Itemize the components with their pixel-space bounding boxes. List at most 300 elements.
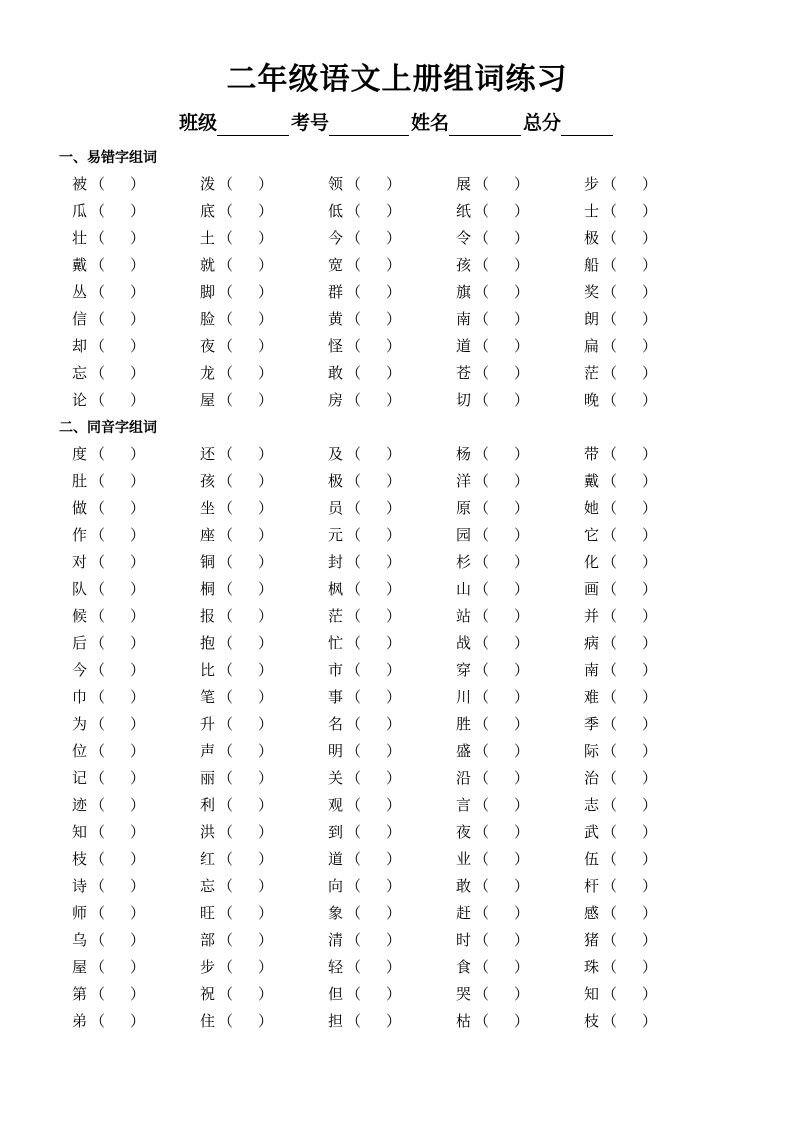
- answer-blank[interactable]: [602, 390, 656, 410]
- answer-blank[interactable]: [602, 876, 656, 896]
- answer-blank[interactable]: [90, 795, 144, 815]
- answer-blank[interactable]: [90, 282, 144, 302]
- answer-blank[interactable]: [346, 687, 400, 707]
- answer-blank[interactable]: [474, 552, 528, 572]
- word-row: [0, 606, 794, 626]
- word-character: 弟: [72, 1012, 88, 1030]
- right-paren: ）: [258, 796, 274, 814]
- right-paren: ）: [514, 958, 530, 976]
- word-character: 赶: [456, 904, 472, 922]
- right-paren: ）: [386, 877, 402, 895]
- answer-blank[interactable]: [602, 741, 656, 761]
- word-character: 向: [328, 877, 344, 895]
- answer-blank[interactable]: [90, 255, 144, 275]
- left-paren: （: [218, 931, 234, 949]
- answer-blank[interactable]: [602, 633, 656, 653]
- left-paren: （: [602, 364, 618, 382]
- left-paren: （: [346, 229, 362, 247]
- word-character: 铜: [200, 553, 216, 571]
- word-item: [584, 957, 656, 977]
- answer-blank[interactable]: [218, 741, 272, 761]
- word-item: [456, 390, 528, 410]
- answer-blank[interactable]: [602, 228, 656, 248]
- name-label: 姓名: [411, 112, 450, 134]
- word-item: [456, 984, 528, 1004]
- answer-blank[interactable]: [602, 174, 656, 194]
- answer-blank[interactable]: [90, 822, 144, 842]
- word-item: [200, 552, 272, 572]
- answer-blank[interactable]: [474, 336, 528, 356]
- answer-blank[interactable]: [474, 1011, 528, 1031]
- score-blank[interactable]: [561, 115, 613, 136]
- answer-blank[interactable]: [602, 579, 656, 599]
- word-item: [72, 687, 144, 707]
- right-paren: ）: [386, 661, 402, 679]
- answer-blank[interactable]: [602, 849, 656, 869]
- answer-blank[interactable]: [474, 471, 528, 491]
- answer-blank[interactable]: [346, 957, 400, 977]
- answer-blank[interactable]: [218, 903, 272, 923]
- answer-blank[interactable]: [346, 471, 400, 491]
- word-item: [72, 930, 144, 950]
- answer-blank[interactable]: [218, 201, 272, 221]
- word-character: 后: [72, 634, 88, 652]
- right-paren: ）: [258, 634, 274, 652]
- word-character: 低: [328, 202, 344, 220]
- word-item: [456, 552, 528, 572]
- answer-blank[interactable]: [218, 525, 272, 545]
- left-paren: （: [90, 499, 106, 517]
- answer-blank[interactable]: [346, 660, 400, 680]
- right-paren: ）: [386, 931, 402, 949]
- word-item: [584, 282, 656, 302]
- word-character: 她: [584, 499, 600, 517]
- answer-blank[interactable]: [90, 498, 144, 518]
- answer-blank[interactable]: [474, 795, 528, 815]
- answer-blank[interactable]: [218, 255, 272, 275]
- left-paren: （: [602, 310, 618, 328]
- answer-blank[interactable]: [218, 714, 272, 734]
- word-item: [456, 498, 528, 518]
- answer-blank[interactable]: [218, 390, 272, 410]
- answer-blank[interactable]: [474, 201, 528, 221]
- word-item: [584, 201, 656, 221]
- answer-blank[interactable]: [346, 579, 400, 599]
- answer-blank[interactable]: [218, 228, 272, 248]
- word-item: [72, 363, 144, 383]
- right-paren: ）: [258, 175, 274, 193]
- word-item: [328, 1011, 400, 1031]
- answer-blank[interactable]: [474, 822, 528, 842]
- answer-blank[interactable]: [346, 336, 400, 356]
- answer-blank[interactable]: [474, 390, 528, 410]
- answer-blank[interactable]: [602, 714, 656, 734]
- right-paren: ）: [258, 472, 274, 490]
- right-paren: ）: [130, 904, 146, 922]
- answer-blank[interactable]: [346, 255, 400, 275]
- word-item: [200, 498, 272, 518]
- word-item: [328, 849, 400, 869]
- answer-blank[interactable]: [346, 282, 400, 302]
- answer-blank[interactable]: [218, 309, 272, 329]
- right-paren: ）: [386, 1012, 402, 1030]
- answer-blank[interactable]: [602, 309, 656, 329]
- left-paren: （: [218, 553, 234, 571]
- answer-blank[interactable]: [218, 768, 272, 788]
- word-character: 并: [584, 607, 600, 625]
- answer-blank[interactable]: [90, 741, 144, 761]
- answer-blank[interactable]: [346, 309, 400, 329]
- word-character: 底: [200, 202, 216, 220]
- word-item: [200, 714, 272, 734]
- right-paren: ）: [258, 877, 274, 895]
- answer-blank[interactable]: [90, 984, 144, 1004]
- word-row: [0, 633, 794, 653]
- word-item: [72, 282, 144, 302]
- section1-title: 一、易错字组词: [59, 150, 157, 166]
- left-paren: （: [90, 877, 106, 895]
- answer-blank[interactable]: [90, 687, 144, 707]
- answer-blank[interactable]: [474, 363, 528, 383]
- answer-blank[interactable]: [474, 957, 528, 977]
- word-item: [584, 660, 656, 680]
- left-paren: （: [90, 904, 106, 922]
- answer-blank[interactable]: [474, 525, 528, 545]
- answer-blank[interactable]: [346, 876, 400, 896]
- word-item: [456, 903, 528, 923]
- answer-blank[interactable]: [218, 498, 272, 518]
- word-character: 川: [456, 688, 472, 706]
- answer-blank[interactable]: [474, 606, 528, 626]
- word-row: [0, 1011, 794, 1031]
- name-blank[interactable]: [449, 115, 521, 136]
- answer-blank[interactable]: [602, 525, 656, 545]
- right-paren: ）: [258, 904, 274, 922]
- left-paren: （: [218, 958, 234, 976]
- word-character: 业: [456, 850, 472, 868]
- answer-blank[interactable]: [90, 201, 144, 221]
- word-character: 龙: [200, 364, 216, 382]
- left-paren: （: [602, 499, 618, 517]
- answer-blank[interactable]: [218, 606, 272, 626]
- answer-blank[interactable]: [602, 660, 656, 680]
- answer-blank[interactable]: [602, 1011, 656, 1031]
- answer-blank[interactable]: [602, 687, 656, 707]
- word-character: 元: [328, 526, 344, 544]
- right-paren: ）: [514, 985, 530, 1003]
- word-character: 报: [200, 607, 216, 625]
- answer-blank[interactable]: [90, 363, 144, 383]
- answer-blank[interactable]: [474, 255, 528, 275]
- left-paren: （: [218, 796, 234, 814]
- word-character: 脸: [200, 310, 216, 328]
- word-character: 化: [584, 553, 600, 571]
- answer-blank[interactable]: [474, 768, 528, 788]
- answer-blank[interactable]: [346, 930, 400, 950]
- word-item: [456, 1011, 528, 1031]
- word-item: [328, 768, 400, 788]
- answer-blank[interactable]: [346, 984, 400, 1004]
- right-paren: ）: [386, 985, 402, 1003]
- word-character: 旗: [456, 283, 472, 301]
- answer-blank[interactable]: [474, 579, 528, 599]
- answer-blank[interactable]: [602, 903, 656, 923]
- word-item: [456, 201, 528, 221]
- word-item: [584, 714, 656, 734]
- right-paren: ）: [642, 526, 658, 544]
- answer-blank[interactable]: [346, 390, 400, 410]
- answer-blank[interactable]: [218, 174, 272, 194]
- left-paren: （: [90, 796, 106, 814]
- answer-blank[interactable]: [346, 606, 400, 626]
- answer-blank[interactable]: [90, 930, 144, 950]
- answer-blank[interactable]: [90, 633, 144, 653]
- left-paren: （: [602, 337, 618, 355]
- word-item: [456, 930, 528, 950]
- answer-blank[interactable]: [218, 930, 272, 950]
- answer-blank[interactable]: [474, 876, 528, 896]
- answer-blank[interactable]: [474, 282, 528, 302]
- left-paren: （: [474, 958, 490, 976]
- word-character: 记: [72, 769, 88, 787]
- answer-blank[interactable]: [602, 930, 656, 950]
- right-paren: ）: [514, 661, 530, 679]
- right-paren: ）: [386, 553, 402, 571]
- word-character: 巾: [72, 688, 88, 706]
- answer-blank[interactable]: [90, 768, 144, 788]
- answer-blank[interactable]: [474, 984, 528, 1004]
- right-paren: ）: [130, 229, 146, 247]
- word-item: [456, 957, 528, 977]
- answer-blank[interactable]: [602, 336, 656, 356]
- right-paren: ）: [642, 283, 658, 301]
- word-row: [0, 687, 794, 707]
- answer-blank[interactable]: [218, 660, 272, 680]
- answer-blank[interactable]: [346, 741, 400, 761]
- answer-blank[interactable]: [218, 876, 272, 896]
- left-paren: （: [474, 364, 490, 382]
- answer-blank[interactable]: [90, 471, 144, 491]
- left-paren: （: [346, 202, 362, 220]
- left-paren: （: [218, 634, 234, 652]
- right-paren: ）: [642, 661, 658, 679]
- answer-blank[interactable]: [602, 444, 656, 464]
- word-character: 步: [584, 175, 600, 193]
- answer-blank[interactable]: [474, 930, 528, 950]
- answer-blank[interactable]: [474, 660, 528, 680]
- right-paren: ）: [642, 499, 658, 517]
- answer-blank[interactable]: [474, 174, 528, 194]
- answer-blank[interactable]: [90, 1011, 144, 1031]
- left-paren: （: [218, 364, 234, 382]
- answer-blank[interactable]: [602, 606, 656, 626]
- answer-blank[interactable]: [90, 903, 144, 923]
- word-character: 祝: [200, 985, 216, 1003]
- left-paren: （: [346, 688, 362, 706]
- answer-blank[interactable]: [346, 768, 400, 788]
- word-character: 群: [328, 283, 344, 301]
- word-character: 明: [328, 742, 344, 760]
- right-paren: ）: [130, 391, 146, 409]
- class-blank[interactable]: [217, 115, 289, 136]
- answer-blank[interactable]: [602, 795, 656, 815]
- answer-blank[interactable]: [90, 606, 144, 626]
- left-paren: （: [90, 229, 106, 247]
- answer-blank[interactable]: [346, 201, 400, 221]
- word-item: [584, 876, 656, 896]
- left-paren: （: [474, 499, 490, 517]
- word-character: 洪: [200, 823, 216, 841]
- right-paren: ）: [514, 877, 530, 895]
- word-character: 哭: [456, 985, 472, 1003]
- answer-blank[interactable]: [474, 903, 528, 923]
- answer-blank[interactable]: [346, 525, 400, 545]
- answer-blank[interactable]: [602, 363, 656, 383]
- right-paren: ）: [130, 958, 146, 976]
- answer-blank[interactable]: [346, 444, 400, 464]
- right-paren: ）: [386, 688, 402, 706]
- answer-blank[interactable]: [218, 363, 272, 383]
- answer-blank[interactable]: [602, 957, 656, 977]
- word-item: [328, 282, 400, 302]
- answer-blank[interactable]: [218, 984, 272, 1004]
- answer-blank[interactable]: [346, 1011, 400, 1031]
- answer-blank[interactable]: [218, 282, 272, 302]
- left-paren: （: [90, 472, 106, 490]
- left-paren: （: [346, 526, 362, 544]
- left-paren: （: [90, 931, 106, 949]
- answer-blank[interactable]: [346, 903, 400, 923]
- word-character: 脚: [200, 283, 216, 301]
- word-character: 第: [72, 985, 88, 1003]
- word-character: 船: [584, 256, 600, 274]
- answer-blank[interactable]: [474, 687, 528, 707]
- answer-blank[interactable]: [602, 984, 656, 1004]
- left-paren: （: [474, 175, 490, 193]
- answer-blank[interactable]: [602, 822, 656, 842]
- answer-blank[interactable]: [218, 1011, 272, 1031]
- answer-blank[interactable]: [90, 336, 144, 356]
- answer-blank[interactable]: [474, 741, 528, 761]
- answer-blank[interactable]: [218, 552, 272, 572]
- right-paren: ）: [514, 256, 530, 274]
- answer-blank[interactable]: [474, 633, 528, 653]
- answer-blank[interactable]: [90, 390, 144, 410]
- answer-blank[interactable]: [218, 471, 272, 491]
- answer-blank[interactable]: [90, 174, 144, 194]
- answer-blank[interactable]: [602, 768, 656, 788]
- right-paren: ）: [386, 850, 402, 868]
- answer-blank[interactable]: [602, 552, 656, 572]
- right-paren: ）: [514, 310, 530, 328]
- answer-blank[interactable]: [218, 822, 272, 842]
- right-paren: ）: [642, 634, 658, 652]
- right-paren: ）: [514, 715, 530, 733]
- answer-blank[interactable]: [218, 849, 272, 869]
- answer-blank[interactable]: [346, 174, 400, 194]
- answer-blank[interactable]: [90, 660, 144, 680]
- answer-blank[interactable]: [346, 363, 400, 383]
- exam-no-label: 考号: [290, 112, 329, 134]
- answer-blank[interactable]: [90, 579, 144, 599]
- answer-blank[interactable]: [90, 552, 144, 572]
- answer-blank[interactable]: [474, 498, 528, 518]
- right-paren: ）: [386, 796, 402, 814]
- answer-blank[interactable]: [474, 444, 528, 464]
- word-item: [328, 498, 400, 518]
- word-character: 屋: [200, 391, 216, 409]
- word-item: [200, 660, 272, 680]
- answer-blank[interactable]: [602, 255, 656, 275]
- answer-blank[interactable]: [474, 714, 528, 734]
- left-paren: （: [90, 715, 106, 733]
- left-paren: （: [474, 985, 490, 1003]
- right-paren: ）: [130, 796, 146, 814]
- word-item: [584, 255, 656, 275]
- word-character: 坐: [200, 499, 216, 517]
- answer-blank[interactable]: [90, 849, 144, 869]
- answer-blank[interactable]: [218, 957, 272, 977]
- answer-blank[interactable]: [218, 633, 272, 653]
- answer-blank[interactable]: [346, 822, 400, 842]
- left-paren: （: [90, 607, 106, 625]
- answer-blank[interactable]: [218, 795, 272, 815]
- answer-blank[interactable]: [90, 876, 144, 896]
- answer-blank[interactable]: [218, 579, 272, 599]
- word-row: [0, 336, 794, 356]
- answer-blank[interactable]: [346, 633, 400, 653]
- exam-no-blank[interactable]: [329, 115, 409, 136]
- answer-blank[interactable]: [90, 228, 144, 248]
- answer-blank[interactable]: [602, 282, 656, 302]
- word-item: [72, 255, 144, 275]
- word-item: [328, 228, 400, 248]
- answer-blank[interactable]: [346, 228, 400, 248]
- answer-blank[interactable]: [90, 309, 144, 329]
- left-paren: （: [602, 931, 618, 949]
- answer-blank[interactable]: [474, 228, 528, 248]
- answer-blank[interactable]: [90, 444, 144, 464]
- answer-blank[interactable]: [218, 444, 272, 464]
- word-item: [584, 768, 656, 788]
- answer-blank[interactable]: [346, 849, 400, 869]
- answer-blank[interactable]: [90, 525, 144, 545]
- answer-blank[interactable]: [474, 849, 528, 869]
- right-paren: ）: [130, 823, 146, 841]
- answer-blank[interactable]: [474, 309, 528, 329]
- answer-blank[interactable]: [346, 498, 400, 518]
- word-character: 山: [456, 580, 472, 598]
- left-paren: （: [218, 985, 234, 1003]
- answer-blank[interactable]: [90, 714, 144, 734]
- answer-blank[interactable]: [346, 795, 400, 815]
- answer-blank[interactable]: [602, 471, 656, 491]
- right-paren: ）: [258, 337, 274, 355]
- answer-blank[interactable]: [346, 714, 400, 734]
- answer-blank[interactable]: [218, 687, 272, 707]
- word-item: [200, 633, 272, 653]
- word-row: [0, 849, 794, 869]
- answer-blank[interactable]: [218, 336, 272, 356]
- answer-blank[interactable]: [346, 552, 400, 572]
- word-item: [328, 309, 400, 329]
- right-paren: ）: [130, 472, 146, 490]
- answer-blank[interactable]: [602, 201, 656, 221]
- answer-blank[interactable]: [602, 498, 656, 518]
- word-item: [200, 471, 272, 491]
- answer-blank[interactable]: [90, 957, 144, 977]
- word-character: 却: [72, 337, 88, 355]
